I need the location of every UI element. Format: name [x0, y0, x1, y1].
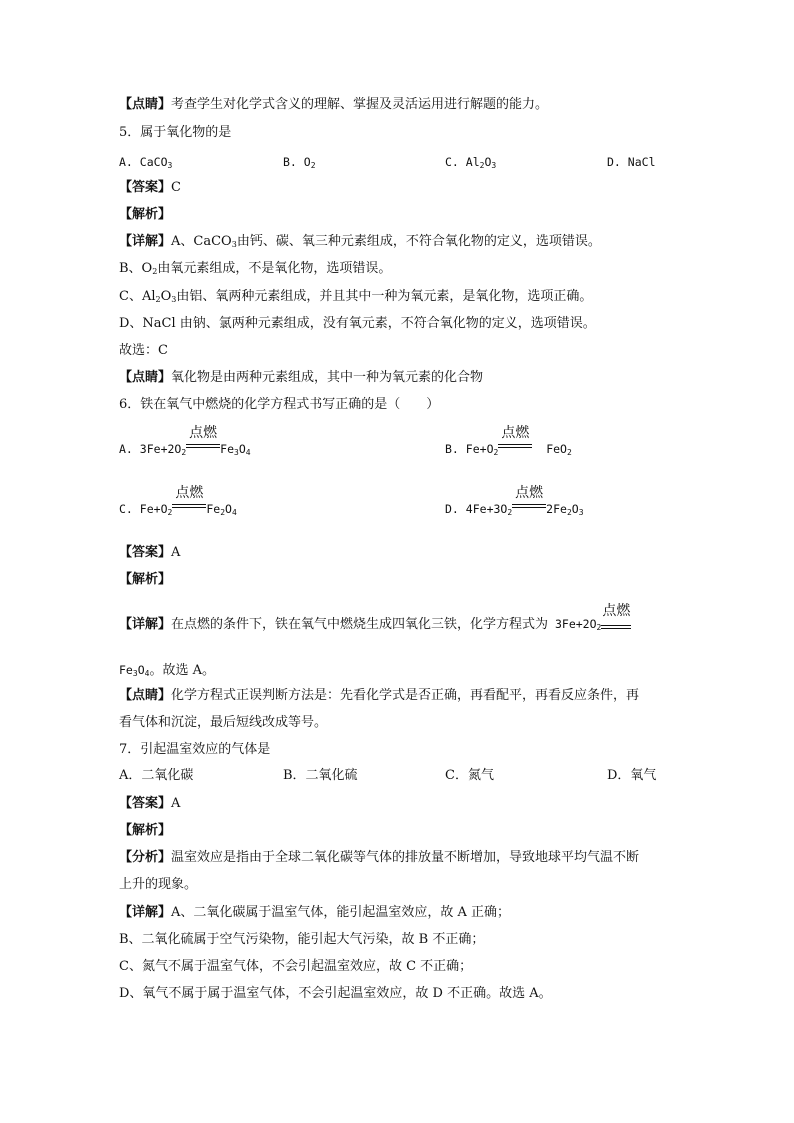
q5-xiangjie-3: C、$Al_2O_3$由铝、氧两种元素组成，并且其中一种为氧元素，是氧化物，选项正确。	[119, 289, 593, 304]
q6-xiangjie-tail: $Fe_3O_4$。故选 A。	[119, 663, 215, 678]
q7-jiexi: 【解析】	[119, 823, 172, 838]
q5-stem: 5．属于氧化物的是	[119, 125, 232, 140]
q5-xiangjie-2: B、$O_2$由氧元素组成，不是氧化物，选项错误。	[119, 261, 392, 276]
q6-option-a: A. $3Fe+2O_2$ 点燃 $Fe_3O_4$	[119, 425, 251, 457]
q7-xiangjie-4: D、氧气不属于属于温室气体，不会引起温室效应，故 D 不正确。故选 A。	[119, 986, 552, 1001]
q7-xiangjie-3: C、氮气不属于温室气体，不会引起温室效应，故 C 不正确；	[119, 959, 473, 974]
q6-dianjing-1: 【点睛】化学方程式正误判断方法是：先看化学式是否正确，再看配平，再看反应条件，再	[119, 688, 640, 703]
q7-option-a: A．二氧化碳	[119, 768, 194, 783]
q7-fenxi-1: 【分析】温室效应是指由于全球二氧化碳等气体的排放量不断增加，导致地球平均气温不断	[119, 850, 640, 865]
q7-answer: 【答案】A	[119, 796, 181, 811]
equation-arrow: 点燃	[172, 502, 206, 516]
q7-xiangjie-1: 【详解】A、二氧化碳属于温室气体，能引起温室效应，故 A 正确；	[119, 905, 511, 920]
q7-fenxi-2: 上升的现象。	[119, 877, 198, 892]
q7-stem: 7．引起温室效应的气体是	[119, 742, 271, 757]
q5-option-a: A. CaCO$_3$	[119, 155, 173, 170]
q5-option-d: D. NaCl	[607, 155, 656, 169]
equation-arrow: 点燃	[512, 502, 546, 516]
q6-dianjing-2: 看气体和沉淀，最后短线改成等号。	[119, 715, 328, 730]
equation-arrow: 点燃	[498, 442, 532, 456]
q6-stem: 6．铁在氧气中燃烧的化学方程式书写正确的是（ ）	[119, 397, 440, 412]
q5-answer: 【答案】C	[119, 180, 181, 195]
dianjing-line: 【点睛】考查学生对化学式含义的理解、掌握及灵活运用进行解题的能力。	[119, 97, 549, 112]
q6-option-d: D. $4Fe+3O_2$ 点燃 $2Fe_2O_3$	[445, 485, 584, 517]
q6-xiangjie: 【详解】在点燃的条件下，铁在氧气中燃烧生成四氧化三铁，化学方程式为 $3Fe+2O_2$ 点燃	[119, 603, 631, 632]
q5-xiangjie-1: 【详解】A、CaCO$_3$由钙、碳、氧三种元素组成，不符合氧化物的定义，选项错误。	[119, 234, 601, 249]
equation-arrow: 点燃	[186, 442, 220, 456]
q5-xiangjie-4: D、NaCl 由钠、氯两种元素组成，没有氧元素，不符合氧化物的定义，选项错误。	[119, 316, 596, 331]
q5-option-b: B. $O_2$	[283, 155, 316, 170]
q6-option-b: B. $Fe+O_2$ 点燃 FeO$_2$	[445, 425, 572, 457]
q7-option-b: B．二氧化硫	[283, 768, 358, 783]
q5-dianjing: 【点睛】氧化物是由两种元素组成，其中一种为氧元素的化合物	[119, 370, 484, 385]
q6-option-c: C. $Fe+O_2$ 点燃 $Fe_2O_4$	[119, 485, 237, 517]
q5-option-c: C. $Al_2O_3$	[445, 155, 497, 170]
q7-xiangjie-2: B、二氧化硫属于空气污染物，能引起大气污染，故 B 不正确；	[119, 932, 485, 947]
equation-arrow: 点燃	[601, 618, 631, 634]
q6-answer: 【答案】A	[119, 545, 181, 560]
q5-jiexi: 【解析】	[119, 207, 172, 222]
q6-jiexi: 【解析】	[119, 572, 172, 587]
q7-option-c: C．氮气	[445, 768, 494, 783]
q5-choose: 故选：C	[119, 343, 168, 358]
q7-option-d: D．氧气	[607, 768, 657, 783]
